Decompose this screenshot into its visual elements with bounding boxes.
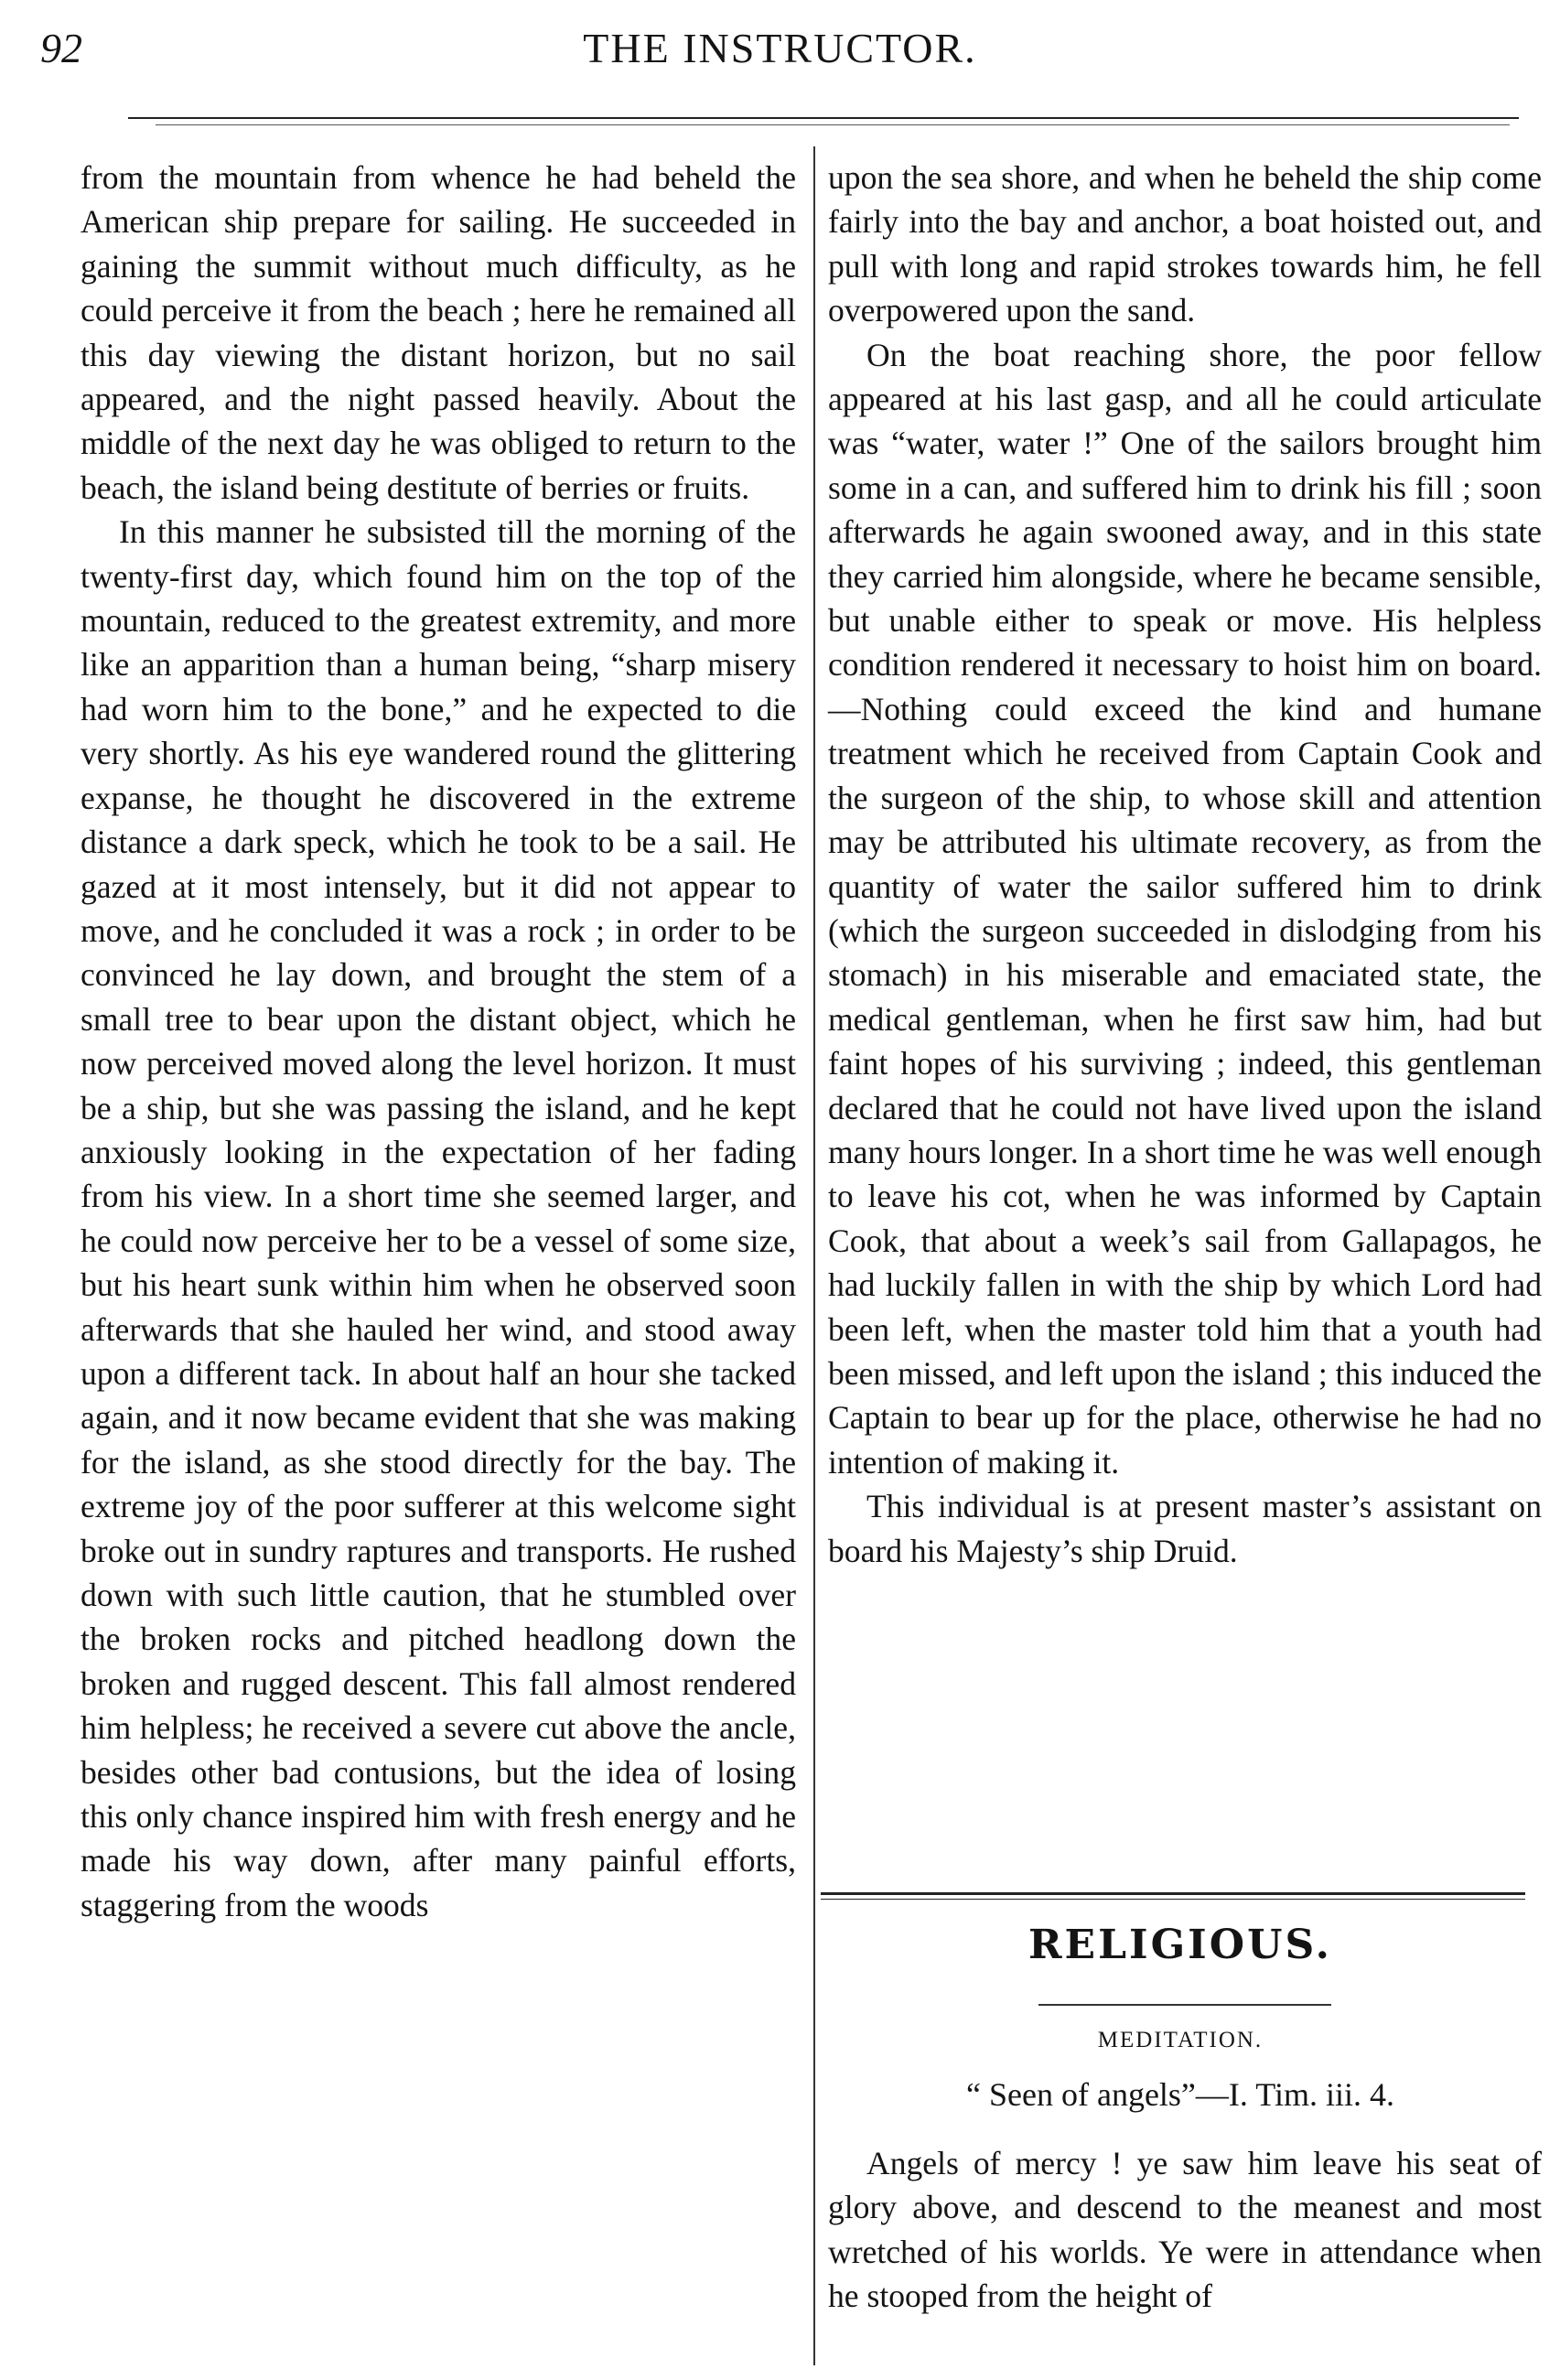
left-paragraph-1: from the mountain from whence he had beheld the American ship prepare for sailing. He succeeded in gaining the summit without much difficulty, as he could perceive it from the beach ; here he remained all this day viewing the distant horizon, but no sail appeared, and the night passed heavily. About the middle of the next day he was obliged to return to the beach, the island being destitute of berries or fruits. (81, 159, 796, 506)
religious-body (828, 2141, 1542, 2319)
section-short-rule (1038, 2004, 1331, 2006)
epigraph: “ Seen of angels”—I. Tim. iii. 4. (966, 2076, 1394, 2113)
page-number: 92 (40, 25, 82, 71)
left-column (81, 156, 796, 1927)
section-subheading: MEDITATION. (1097, 2028, 1264, 2052)
left-paragraph-2: In this manner he subsisted till the morning of the twenty-first day, which found him on the top of the mountain, reduced to the greatest extremity, and more like an apparition than a human being, “sharp misery had worn him to the bone,” and he expected to die very shortly. As his eye wandered round the glittering expanse, he thought he discovered in the extreme distance a dark speck, which he took to be a sail. He gazed at it most intensely, but it did not appear to move, and he concluded it was a rock ; in order to be convinced he lay down, and brought the stem of a small tree to bear upon the distant object, which he now perceived moved along the level horizon. It must be a ship, but she was passing the island, and he kept anxiously looking in the expectation of her fading from his view. In a short time she seemed larger, and he could now perceive her to be a vessel of some size, but his heart sunk within him when he observed soon afterwards that she hauled her wind, and stood away upon a different tack. In about half an hour she tacked again, and it now became evident that she was making for the island, as she stood directly for the bay. The extreme joy of the poor sufferer at this welcome sight broke out in sundry raptures and transports. He rushed down with such little caution, that he stumbled over the broken rocks and pitched headlong down the broken and rugged descent. This fall almost rendered him helpless; he received a severe cut above the ancle, besides other bad contusions, but the idea of losing this only chance inspired him with fresh energy and he made his way down, after many painful efforts, staggering from the woods (81, 513, 796, 1923)
right-paragraph-2: On the boat reaching shore, the poor fellow appeared at his last gasp, and all he could articulate was “water, water !” One of the sailors brought him some in a can, and suffered him to drink his fill ; soon afterwards he again swooned away, and in this state they carried him alongside, where he became sensible, but unable either to speak or move. His helpless condition rendered it necessary to hoist him on board.—Nothing could exceed the kind and humane treatment which he received from Captain Cook and the surgeon of the ship, to whose skill and attention may be attributed his ultimate recovery, as from the quantity of water the sailor suffered him to drink (which the surgeon succeeded in dislodging from his stomach) in his miserable and emaciated state, the medical gentleman, when he first saw him, had but faint hopes of his surviving ; indeed, this gentleman declared that he could not have lived upon the island many hours longer. In a short time he was well enough to leave his cot, when he was informed by Captain Cook, that about a week’s sail from Gallapagos, he had luckily fallen in with the ship by which Lord had been left, when the master told him that a youth had been missed, and left upon the island ; this induced the Captain to bear up for the place, otherwise he had no intention of making it. (828, 336, 1542, 1481)
right-paragraph-3: This individual is at present master’s assistant on board his Majesty’s ship Druid. (828, 1488, 1542, 1569)
right-paragraph-1: upon the sea shore, and when he beheld the ship come fairly into the bay and anchor, a boat hoisted out, and pull with long and rapid strokes towards him, he fell overpowered upon the sand. (828, 159, 1542, 329)
column-divider (813, 146, 815, 2365)
running-title: THE INSTRUCTOR. (583, 25, 977, 71)
religious-paragraph-1: Angels of mercy ! ye saw him leave his seat of glory above, and descend to the meanest and most wretched of his worlds. Ye were in attendance when he stooped from the height of (828, 2145, 1542, 2315)
section-heading-religious: RELIGIOUS. (1027, 1922, 1332, 1968)
section-rule-top (821, 1892, 1525, 1895)
section-rule-top-thin (821, 1899, 1525, 1900)
header-rule-thin (156, 124, 1510, 125)
header-rule (128, 117, 1519, 119)
right-column (828, 156, 1542, 1573)
